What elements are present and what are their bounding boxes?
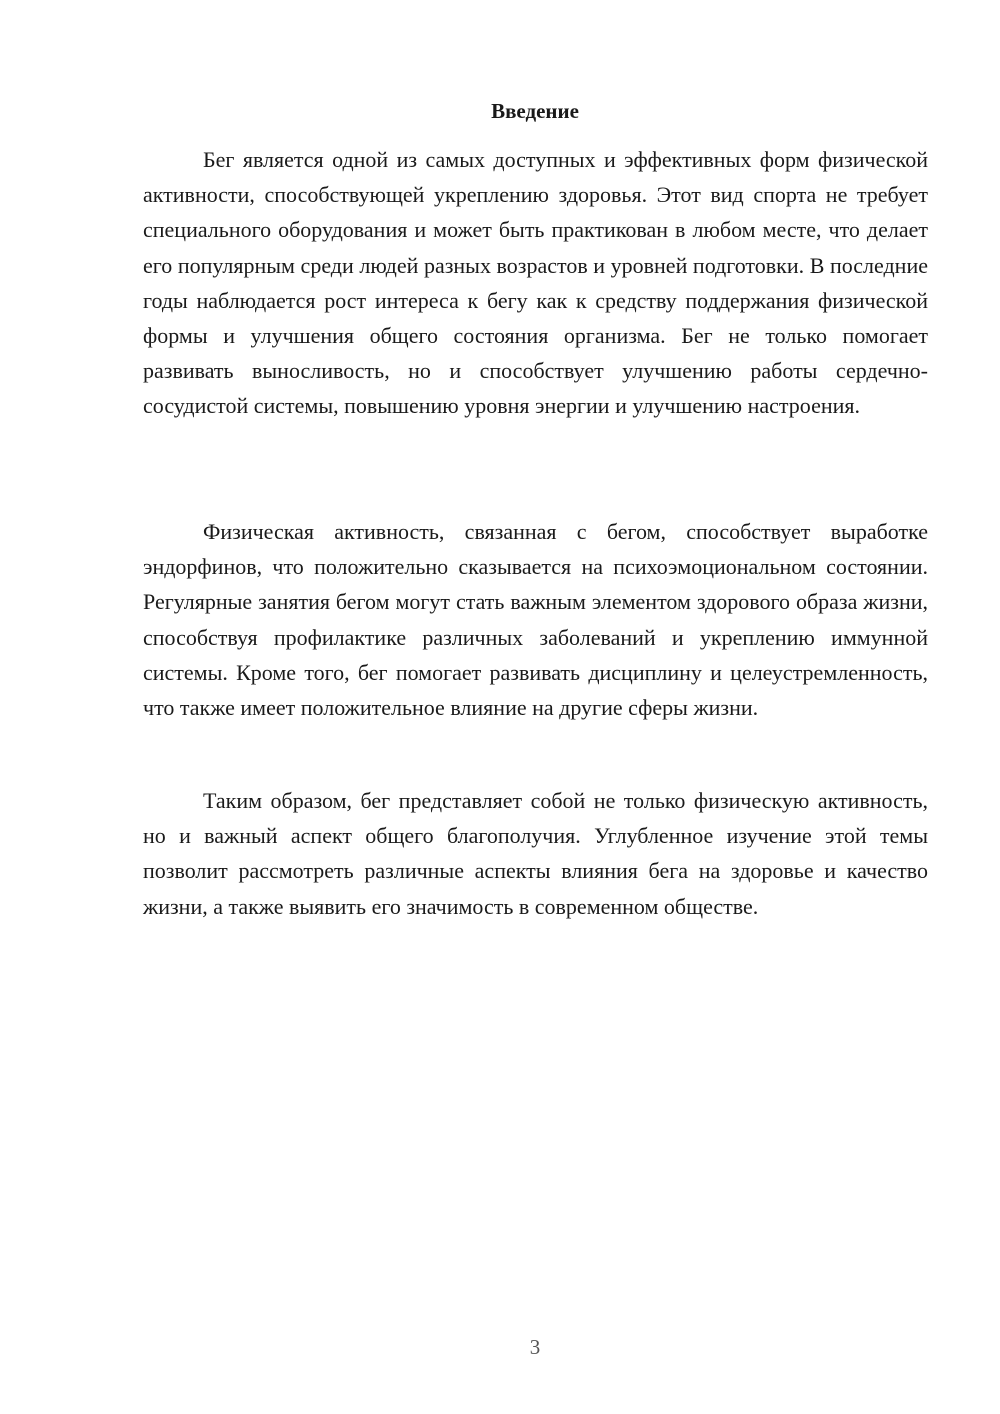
section-heading: Введение — [491, 99, 579, 123]
paragraph-1: Бег является одной из самых доступных и эффективных форм физической активности, способствующей укреплению здоровья. Этот вид спорта не требует специального оборудования и может быть практикован в любом месте, что делает его популярным среди людей разных возрастов и уровней подготовки. В последние годы наблюдается рост интереса к бегу как к средству поддержания физической формы и улучшения общего состояния организма. Бег не только помогает развивать выносливость, но и способствует улучшению работы сердечно-сосудистой системы, повышению уровня энергии и улучшению настроения. — [143, 147, 928, 419]
paragraph-3: Таким образом, бег представляет собой не только физическую активность, но и важный аспект общего благополучия. Углубленное изучение этой темы позволит рассмотреть различные аспекты влияния бега на здоровье и качество жизни, а также выявить его значимость в современном обществе. — [143, 788, 928, 919]
page-number: 3 — [529, 1335, 541, 1359]
paragraph-2: Физическая активность, связанная с бегом, способствует выработке эндорфинов, что положительно сказывается на психоэмоциональном состоянии. Регулярные занятия бегом могут стать важным элементом здорового образа жизни, способствуя профилактике различных заболеваний и укреплению иммунной системы. Кроме того, бег помогает развивать дисциплину и целеустремленность, что также имеет положительное влияние на другие сферы жизни. — [143, 519, 928, 721]
